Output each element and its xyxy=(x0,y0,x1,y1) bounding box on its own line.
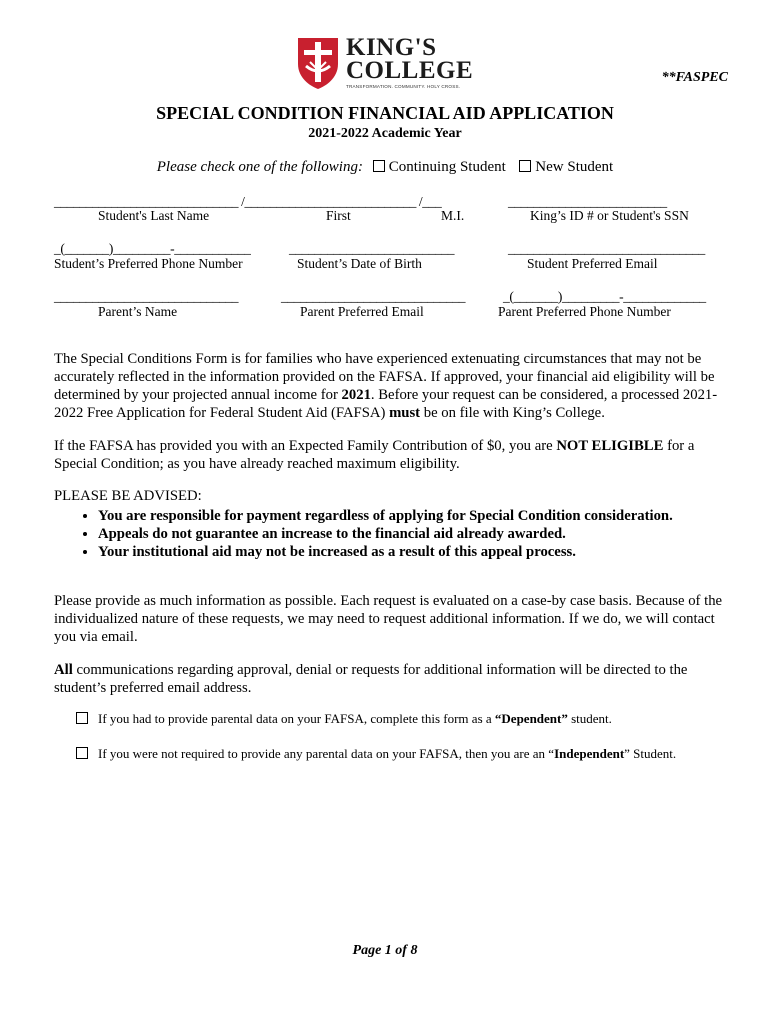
advised-item: • Your institutional aid may not be increased as a result of this appeal process. xyxy=(98,543,770,561)
first-name-label: First xyxy=(326,208,351,223)
page-number: Page 1 of 8 xyxy=(352,943,418,958)
income-year: 2021 xyxy=(341,387,371,403)
parent-phone-label: Parent Preferred Phone Number xyxy=(498,304,671,319)
independent-option xyxy=(76,746,676,762)
student-email-field[interactable]: _______________________________ xyxy=(508,241,705,256)
academic-year: 2021-2022 Academic Year xyxy=(308,126,462,141)
independent-checkbox[interactable] xyxy=(76,747,88,759)
intro-text: The Special Conditions Form is for families who have experienced extenuating circumstances that may not be accurately reflected in the information provided on the FAFSA. If approved, your financial aid eligibility will be determined by your projected annual income for xyxy=(54,351,715,403)
student-email-label: Student Preferred Email xyxy=(527,256,658,271)
advised-item: • Appeals do not guarantee an increase to the financial aid already awarded. xyxy=(98,525,770,543)
independent-text-2: ” Student. xyxy=(624,746,677,761)
new-student-checkbox[interactable] xyxy=(519,160,531,172)
student-phone-label: Student’s Preferred Phone Number xyxy=(54,256,243,271)
student-type-prompt: Please check one of the following: xyxy=(156,159,363,175)
student-type-selector xyxy=(0,159,770,176)
communications-text: communications regarding approval, denial or requests for additional information will be directed to the student’s preferred email address. xyxy=(54,662,688,696)
additional-info-paragraph: Please provide as much information as possible. Each request is evaluated on a case-by case basis. Because of the individualized nature of these requests, we may need to request additional information. If we do, we will contact you via email. xyxy=(54,593,723,645)
student-id-field[interactable]: _________________________ xyxy=(508,194,667,209)
last-name-label: Student's Last Name xyxy=(98,208,210,223)
independent-emphasis: Independent xyxy=(554,746,625,761)
intro-text-3: be on file with King’s College. xyxy=(420,405,605,421)
advised-list xyxy=(54,507,770,561)
dependent-text-2: student. xyxy=(567,711,612,726)
must-emphasis: must xyxy=(389,405,421,421)
not-eligible-emphasis: NOT ELIGIBLE xyxy=(556,438,664,454)
form-title: SPECIAL CONDITION FINANCIAL AID APPLICATION xyxy=(156,103,614,123)
continuing-student-label: Continuing Student xyxy=(388,159,506,175)
dependent-option xyxy=(76,711,612,727)
parent-name-field[interactable]: _____________________________ xyxy=(54,289,239,304)
advised-heading: PLEASE BE ADVISED: xyxy=(54,488,202,504)
dependent-checkbox[interactable] xyxy=(76,712,88,724)
special-conditions-intro xyxy=(54,350,730,422)
student-phone-field[interactable]: _(_______)_________-____________ xyxy=(54,241,251,256)
intro-text-2: . Before your request can be considered, a processed 2021-2022 Free Application for Federal Student Aid (FAFSA) xyxy=(54,387,718,421)
form-code: **FASPEC xyxy=(661,70,728,85)
dependent-text: If you had to provide parental data on your FAFSA, complete this form as a xyxy=(98,711,495,726)
new-student-label: New Student xyxy=(535,159,614,175)
student-id-label: King’s ID # or Student's SSN xyxy=(530,208,689,223)
dependent-emphasis: “Dependent” xyxy=(494,711,568,726)
logo-wordmark-line2: COLLEGE xyxy=(346,57,474,84)
parent-email-field[interactable]: _____________________________ xyxy=(281,289,466,304)
logo-wordmark-line1: KING'S xyxy=(346,34,437,61)
kings-college-logo xyxy=(296,34,474,92)
parent-email-label: Parent Preferred Email xyxy=(300,304,424,319)
student-dob-label: Student’s Date of Birth xyxy=(297,256,422,271)
student-dob-field[interactable]: __________________________ xyxy=(289,241,455,256)
student-name-field[interactable]: _____________________________ /___________________________ /___ xyxy=(54,194,442,209)
shield-cross-icon xyxy=(296,36,340,90)
advised-item: • You are responsible for payment regardless of applying for Special Condition consideration. xyxy=(98,507,770,525)
efc-text-2: for a Special Condition; as you have already reached maximum eligibility. xyxy=(54,438,695,472)
continuing-student-checkbox[interactable] xyxy=(373,160,385,172)
communications-paragraph xyxy=(54,661,730,697)
parent-name-label: Parent’s Name xyxy=(98,304,178,319)
independent-text: If you were not required to provide any parental data on your FAFSA, then you are an “ xyxy=(98,746,555,761)
efc-text: If the FAFSA has provided you with an Expected Family Contribution of $0, you are xyxy=(54,438,557,454)
logo-tagline: TRANSFORMATION. COMMUNITY. HOLY CROSS. xyxy=(346,84,461,89)
all-emphasis: All xyxy=(54,662,73,678)
parent-phone-field[interactable]: _(_______)_________-_____________ xyxy=(503,289,706,304)
efc-eligibility-note xyxy=(54,437,730,473)
middle-initial-label: M.I. xyxy=(441,208,465,223)
